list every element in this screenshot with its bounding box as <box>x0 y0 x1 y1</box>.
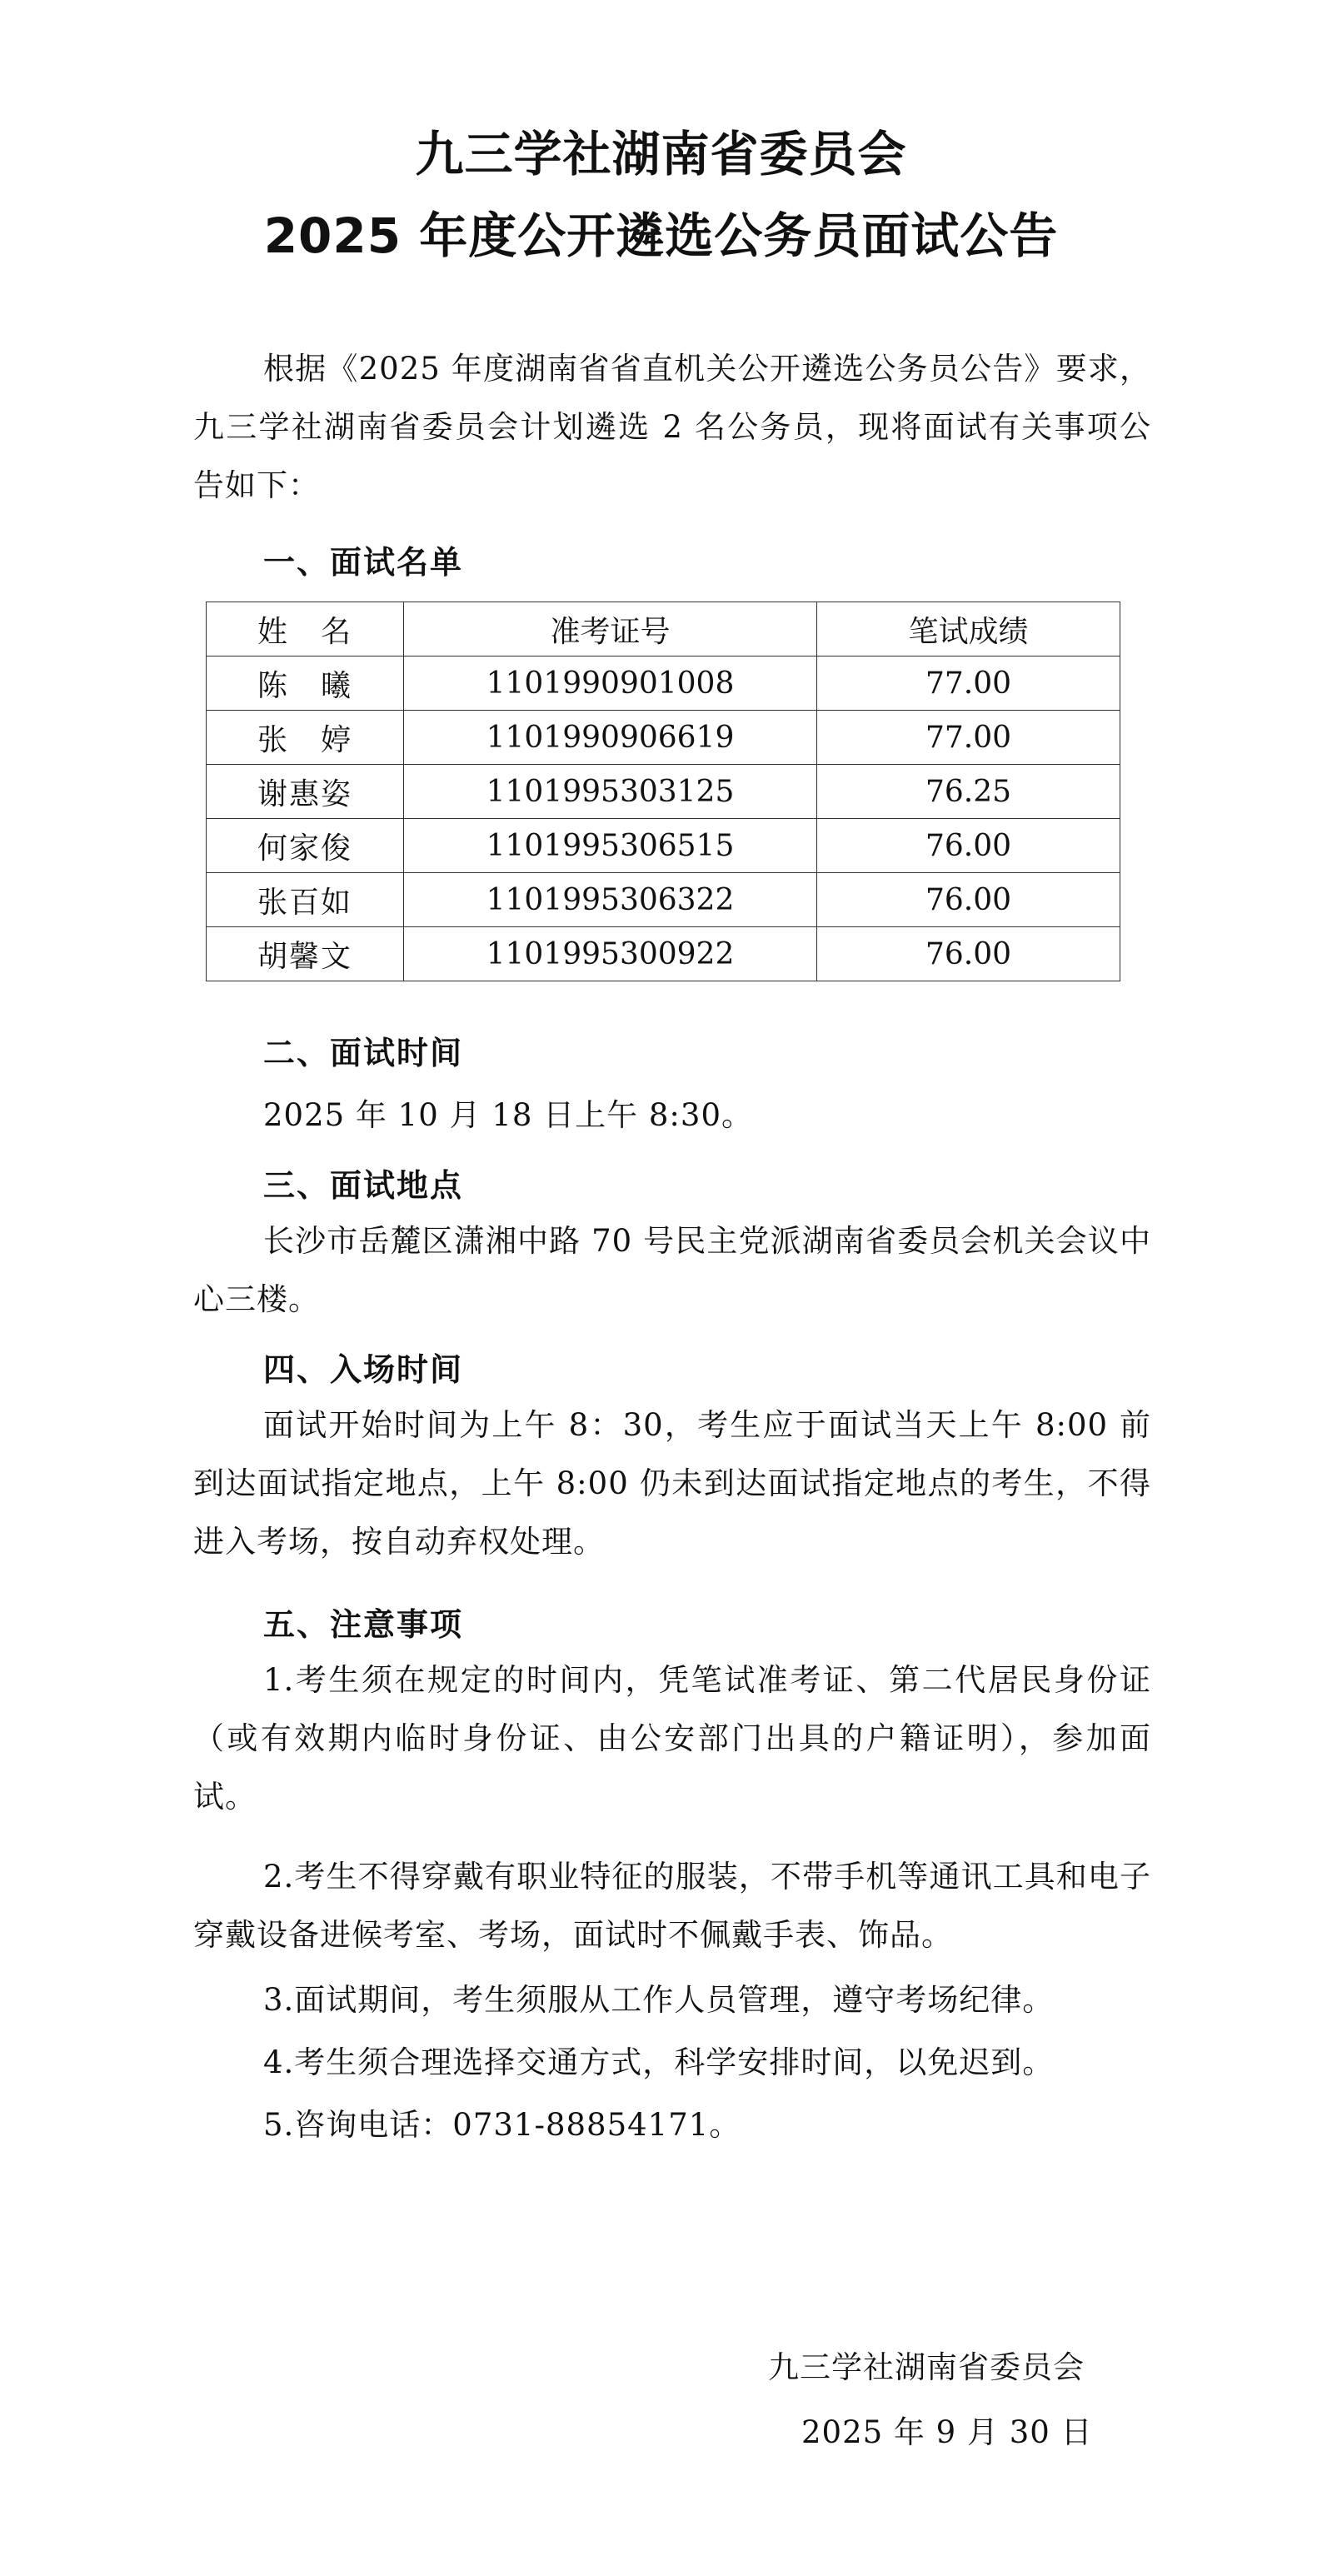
ticket-number: 1101995306515 <box>404 819 817 873</box>
title-line-1: 九三学社湖南省委员会 <box>415 126 907 182</box>
candidate-name: 何家俊 <box>207 819 404 873</box>
table-row <box>207 656 1120 711</box>
section-heading-notes: 五、注意事项 <box>263 1606 464 1643</box>
candidate-name: 张 婷 <box>207 711 404 765</box>
table-header-row <box>207 602 1120 656</box>
signature-date: 2025 年 9 月 30 日 <box>801 2414 1093 2450</box>
title-line-2: 2025 年度公开遴选公务员面试公告 <box>263 207 1059 264</box>
written-score: 76.00 <box>817 819 1120 873</box>
entry-time-text: 面试开始时间为上午 8：30，考生应于面试当天上午 8:00 前到达面试指定地点，上午 8:00 仍未到达面试指定地点的考生，不得进入考场，按自动弃权处理。 <box>193 1407 1151 1560</box>
section-heading-location: 三、面试地点 <box>263 1167 464 1204</box>
note-item-3: 3.面试期间，考生须服从工作人员管理，遵守考场纪律。 <box>263 1982 1055 2018</box>
ticket-number: 1101995300922 <box>404 927 817 981</box>
written-score: 76.00 <box>817 927 1120 981</box>
written-score: 76.00 <box>817 873 1120 927</box>
written-score: 77.00 <box>817 656 1120 711</box>
candidate-name: 陈 曦 <box>207 656 404 711</box>
section-heading-entry: 四、入场时间 <box>263 1351 464 1388</box>
section-heading-list: 一、面试名单 <box>263 544 464 581</box>
column-header-ticket: 准考证号 <box>404 602 817 656</box>
table-row <box>207 711 1120 765</box>
note-item-1: 1.考生须在规定的时间内，凭笔试准考证、第二代居民身份证（或有效期内临时身份证、由公安部门出具的户籍证明），参加面试。 <box>193 1662 1151 1815</box>
note-item-2: 2.考生不得穿戴有职业特征的服装，不带手机等通讯工具和电子穿戴设备进候考室、考场，面试时不佩戴手表、饰品。 <box>193 1859 1151 1953</box>
interview-time-text: 2025 年 10 月 18 日上午 8:30。 <box>263 1097 753 1133</box>
column-header-name: 姓 名 <box>207 602 404 656</box>
signature-organization: 九三学社湖南省委员会 <box>768 2349 1085 2385</box>
note-item-4: 4.考生须合理选择交通方式，科学安排时间，以免迟到。 <box>263 2044 1055 2080</box>
ticket-number: 1101995303125 <box>404 765 817 819</box>
ticket-number: 1101990901008 <box>404 656 817 711</box>
table-row <box>207 927 1120 981</box>
candidate-name: 胡馨文 <box>207 927 404 981</box>
interview-list-table <box>206 602 1120 981</box>
written-score: 76.25 <box>817 765 1120 819</box>
candidate-name: 张百如 <box>207 873 404 927</box>
intro-paragraph: 根据《2025 年度湖南省省直机关公开遴选公务员公告》要求，九三学社湖南省委员会计划遴选 2 名公务员，现将面试有关事项公告如下： <box>193 351 1151 503</box>
candidate-name: 谢惠姿 <box>207 765 404 819</box>
table-row <box>207 819 1120 873</box>
written-score: 77.00 <box>817 711 1120 765</box>
ticket-number: 1101995306322 <box>404 873 817 927</box>
interview-location-text: 长沙市岳麓区潇湘中路 70 号民主党派湖南省委员会机关会议中心三楼。 <box>193 1223 1151 1317</box>
ticket-number: 1101990906619 <box>404 711 817 765</box>
column-header-score: 笔试成绩 <box>817 602 1120 656</box>
table-row <box>207 873 1120 927</box>
section-heading-time: 二、面试时间 <box>263 1035 464 1071</box>
note-item-5: 5.咨询电话：0731-88854171。 <box>263 2107 741 2143</box>
table-row <box>207 765 1120 819</box>
